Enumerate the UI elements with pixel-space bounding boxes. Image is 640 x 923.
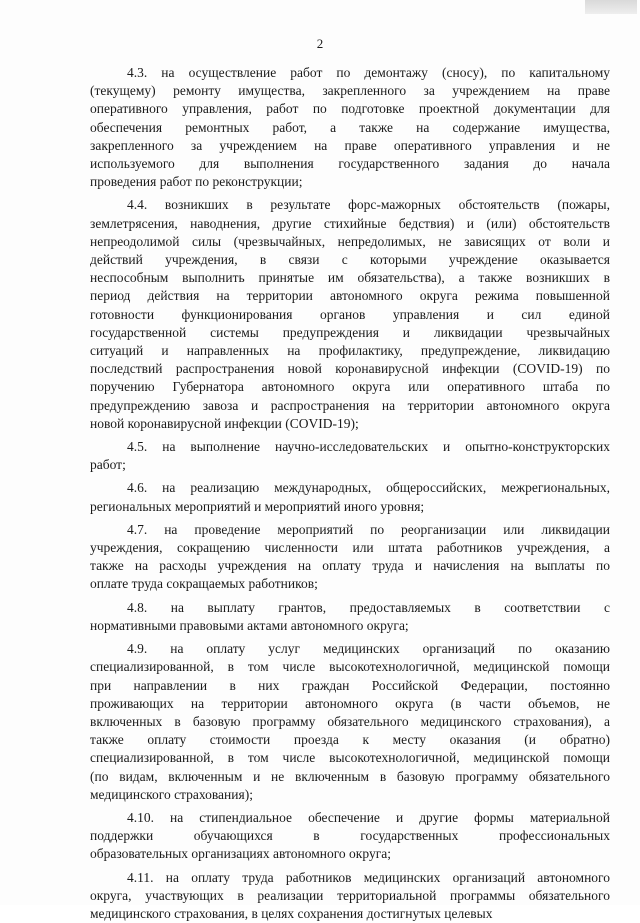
page-number: 2 xyxy=(316,36,324,51)
text-line: неспособным выполнить принятые им обязательства), а также возникших в xyxy=(90,270,610,286)
text-line: работ; xyxy=(90,457,126,473)
text-line: 4.7. на проведение мероприятий по реорганизации или ликвидации xyxy=(127,521,610,537)
paragraph-4-9 xyxy=(90,640,610,804)
text-line: образовательных организациях автономного округа; xyxy=(90,846,391,862)
text-line: также оплату стоимости проезда к месту оказания (и обратно) xyxy=(90,732,610,748)
text-line: предупреждению завоза и распространения на территории автономного округа xyxy=(90,397,610,413)
text-line: 4.10. на стипендиальное обеспечение и другие формы материальной xyxy=(127,809,610,825)
text-line: медицинского страхования); xyxy=(90,786,253,802)
text-line: ситуаций и направленных на профилактику, предупреждение, ликвидацию xyxy=(90,343,610,359)
text-line: 4.4. возникших в результате форс-мажорных обстоятельств (пожары, xyxy=(127,197,610,213)
text-line: готовности функционирования органов управления и сил единой xyxy=(90,306,610,322)
text-line: (по видам, включенным и не включенным в базовую программу обязательного xyxy=(90,768,610,784)
text-line: используемого для выполнения государственного задания до начала xyxy=(90,156,610,172)
text-line: медицинского страхования, в целях сохранения достигнутых целевых xyxy=(90,905,493,921)
paragraph-4-7 xyxy=(90,521,610,594)
text-line: 4.3. на осуществление работ по демонтажу (сносу), по капитальному xyxy=(127,65,610,80)
text-line: оперативного управления, работ по подготовке проектной документации для xyxy=(90,101,610,117)
text-line: обеспечения ремонтных работ, а также на содержание имущества, xyxy=(90,119,610,135)
text-line: (текущему) ремонту имущества, закрепленного за учреждением на праве xyxy=(90,83,610,99)
text-line: непреодолимой силы (чрезвычайных, непредолимых, не зависящих от воли и xyxy=(90,233,610,249)
text-line: 4.11. на оплату труда работников медицинских организаций автономного xyxy=(127,869,610,885)
paragraph-4-10 xyxy=(90,809,610,864)
text-line: поручению Губернатора автономного округа или оперативного штаба по xyxy=(90,379,610,395)
text-line: государственной системы предупреждения и ликвидации чрезвычайных xyxy=(90,324,610,340)
text-line: проведения работ по реконструкции; xyxy=(90,174,303,190)
text-line: землетрясения, наводнения, другие стихийные бедствия) и (или) обстоятельств xyxy=(90,215,610,231)
text-line: проживающих на территории автономного округа (в части объемов, не xyxy=(90,695,610,711)
text-line: также на расходы учреждения на оплату труда и начисления на выплаты по xyxy=(90,558,610,574)
text-line: специализированной, в том числе высокотехнологичной, медицинской помощи xyxy=(90,750,610,766)
text-line: при направлении в них граждан Российской Федерации, постоянно xyxy=(90,677,610,693)
paragraph-4-5 xyxy=(90,438,610,474)
paragraph-4-6 xyxy=(90,479,610,515)
text-line: период действия на территории автономного округа режима повышенной xyxy=(90,288,610,304)
text-line: действий учреждения, в связи с которыми учреждение оказывается xyxy=(90,252,610,268)
text-line: новой коронавирусной инфекции (COVID-19); xyxy=(90,415,359,431)
text-line: последствий распространения новой коронавирусной инфекции (COVID-19) по xyxy=(90,361,610,377)
paragraph-4-4 xyxy=(90,196,610,433)
text-line: учреждения, сокращению численности или штата работников учреждения, а xyxy=(90,540,610,556)
text-line: 4.9. на оплату услуг медицинских организаций по оказанию xyxy=(127,641,610,657)
text-line: 4.5. на выполнение научно-исследовательских и опытно-конструкторских xyxy=(127,439,610,455)
text-line: региональных мероприятий и мероприятий иного уровня; xyxy=(90,498,425,514)
paragraph-4-8 xyxy=(90,599,610,635)
paragraph-4-3 xyxy=(90,64,610,191)
scan-corner-mark xyxy=(585,0,637,14)
text-line: поддержки обучающихся в государственных профессиональных xyxy=(90,828,610,844)
text-line: 4.6. на реализацию международных, общероссийских, межрегиональных, xyxy=(127,480,610,496)
text-line: 4.8. на выплату грантов, предоставляемых в соответствии с xyxy=(127,599,610,615)
text-line: включенных в базовую программу обязательного медицинского страхования), а xyxy=(90,713,610,729)
text-line: закрепленного за учреждением на праве оперативного управления и не xyxy=(90,137,610,153)
text-line: округа, участвующих в реализации территориальной программы обязательного xyxy=(90,887,610,903)
paragraph-4-11 xyxy=(90,869,610,923)
text-line: нормативными правовыми актами автономного округа; xyxy=(90,617,409,633)
document-body xyxy=(90,64,610,923)
text-line: специализированной, в том числе высокотехнологичной, медицинской помощи xyxy=(90,659,610,675)
text-line: оплате труда сокращаемых работников; xyxy=(90,576,318,592)
